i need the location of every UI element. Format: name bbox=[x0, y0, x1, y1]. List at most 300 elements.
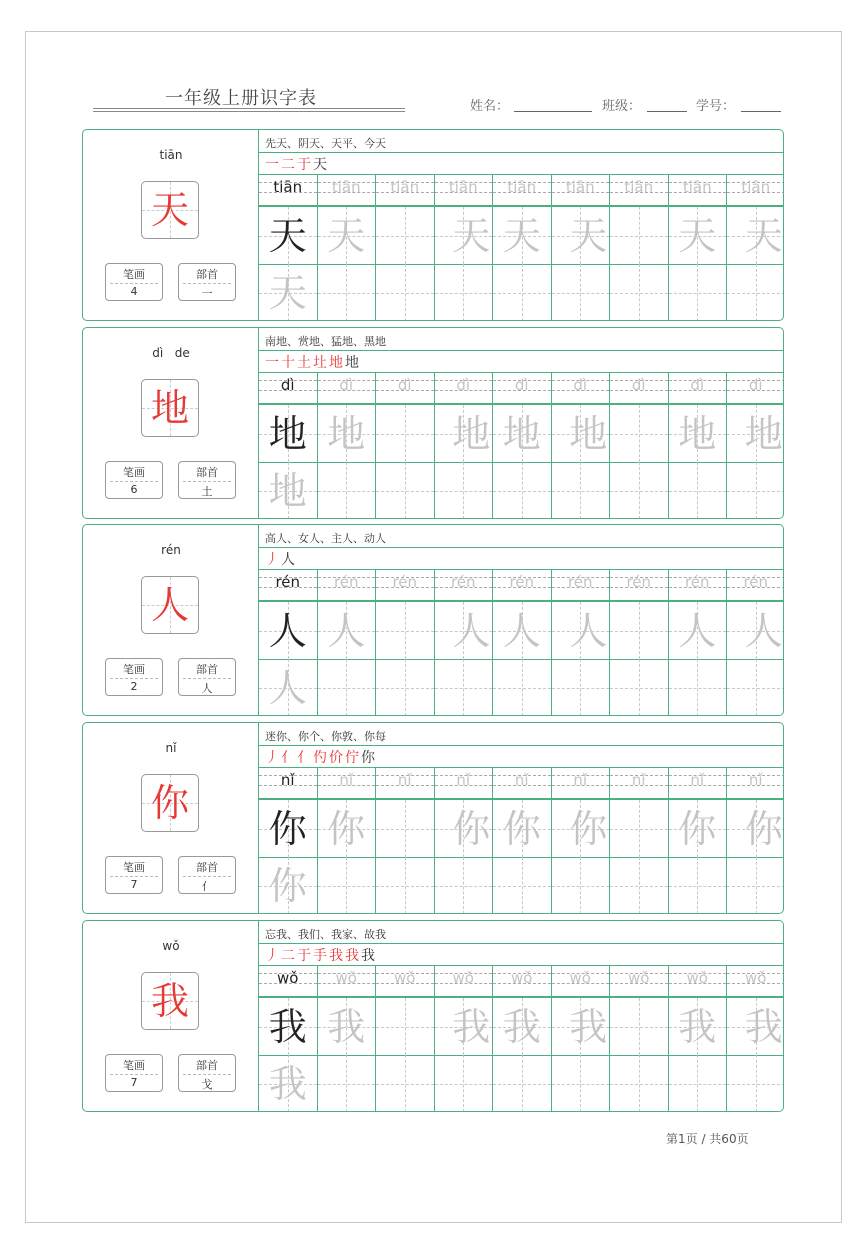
pinyin-text: rén bbox=[161, 543, 181, 557]
example-words: 迷你、你个、你敦、你每 bbox=[265, 730, 386, 743]
character-cell[interactable] bbox=[376, 659, 435, 716]
pinyin-cell[interactable] bbox=[669, 373, 728, 403]
character-trace: 天 bbox=[502, 214, 541, 258]
pinyin-cell[interactable] bbox=[435, 373, 494, 403]
character-pinyin bbox=[83, 741, 259, 755]
character-practice-row bbox=[259, 462, 783, 519]
pinyin-practice-row bbox=[259, 570, 783, 600]
character-cell[interactable] bbox=[669, 264, 728, 321]
stroke-step: 丿 bbox=[265, 750, 281, 766]
character-cell[interactable] bbox=[493, 857, 552, 914]
pinyin-cell[interactable] bbox=[318, 175, 377, 205]
pinyin-cell[interactable] bbox=[493, 768, 552, 798]
character-cell[interactable] bbox=[376, 405, 435, 462]
row-divider bbox=[259, 943, 783, 944]
radical-label: 部首 bbox=[196, 663, 218, 676]
character-trace: 我 bbox=[327, 1005, 366, 1049]
character-cell[interactable] bbox=[669, 602, 728, 659]
character-cell[interactable] bbox=[610, 998, 669, 1055]
character-cell[interactable] bbox=[727, 800, 784, 857]
character-display: 天 bbox=[150, 188, 189, 232]
character-info-panel bbox=[83, 723, 259, 913]
stroke-count-value: 7 bbox=[130, 1076, 138, 1089]
character-practice-row bbox=[259, 800, 783, 857]
radical-box bbox=[178, 856, 236, 894]
character-cell[interactable] bbox=[259, 264, 318, 321]
student-number-label: 学号： bbox=[696, 99, 736, 114]
pinyin-cell[interactable] bbox=[669, 966, 728, 996]
pinyin-cell[interactable] bbox=[727, 768, 784, 798]
character-cell[interactable] bbox=[493, 602, 552, 659]
pinyin-trace: wǒ bbox=[569, 969, 591, 987]
character-trace: 天 bbox=[327, 214, 366, 258]
stroke-count-value: 7 bbox=[130, 878, 138, 891]
stroke-step: 圵 bbox=[313, 355, 329, 371]
character-trace: 天 bbox=[268, 271, 307, 315]
pinyin-trace: dì bbox=[339, 376, 354, 394]
stroke-count-value: 4 bbox=[130, 285, 138, 298]
character-cell[interactable] bbox=[259, 1055, 318, 1112]
stroke-count-label: 笔画 bbox=[123, 1059, 145, 1072]
pinyin-cell[interactable] bbox=[727, 373, 784, 403]
character-cell[interactable] bbox=[318, 405, 377, 462]
radical-value: 一 bbox=[201, 287, 213, 300]
character-cell[interactable] bbox=[318, 998, 377, 1055]
worksheet-title: 一年级上册识字表 bbox=[165, 88, 317, 109]
pinyin-trace: nǐ bbox=[456, 771, 471, 789]
pinyin-cell[interactable] bbox=[435, 570, 494, 600]
pinyin-practice-row bbox=[259, 966, 783, 996]
character-cell[interactable] bbox=[610, 1055, 669, 1112]
student-number-field[interactable] bbox=[741, 111, 781, 112]
stroke-count-box bbox=[105, 856, 163, 894]
character-sample: 地 bbox=[268, 412, 307, 456]
character-cell[interactable] bbox=[493, 405, 552, 462]
character-cell[interactable] bbox=[376, 264, 435, 321]
pinyin-cell[interactable] bbox=[318, 373, 377, 403]
stroke-count-label: 笔画 bbox=[123, 268, 145, 281]
character-trace: 人 bbox=[452, 609, 491, 653]
stroke-count-label: 笔画 bbox=[123, 466, 145, 479]
pinyin-trace: tiān bbox=[390, 178, 420, 196]
character-cell[interactable] bbox=[318, 659, 377, 716]
radical-label: 部首 bbox=[196, 861, 218, 874]
stroke-step: 十 bbox=[281, 355, 297, 371]
row-divider bbox=[259, 745, 783, 746]
pinyin-cell[interactable] bbox=[259, 966, 318, 996]
pinyin-trace: tiān bbox=[507, 178, 537, 196]
character-trace: 地 bbox=[744, 412, 783, 456]
pinyin-sample: wǒ bbox=[277, 969, 299, 987]
pinyin-cell[interactable] bbox=[259, 768, 318, 798]
pinyin-cell[interactable] bbox=[493, 373, 552, 403]
character-practice-row bbox=[259, 659, 783, 716]
character-cell[interactable] bbox=[376, 207, 435, 264]
character-display-box bbox=[141, 181, 199, 239]
character-cell[interactable] bbox=[318, 857, 377, 914]
character-cell[interactable] bbox=[318, 264, 377, 321]
character-cell[interactable] bbox=[435, 800, 494, 857]
stroke-count-value: 6 bbox=[130, 483, 138, 496]
pinyin-cell[interactable] bbox=[493, 175, 552, 205]
pinyin-trace: wǒ bbox=[511, 969, 533, 987]
radical-value: 亻 bbox=[201, 880, 213, 893]
character-cell[interactable] bbox=[376, 800, 435, 857]
character-pinyin bbox=[83, 148, 259, 162]
pinyin-cell[interactable] bbox=[552, 768, 611, 798]
character-cell[interactable] bbox=[318, 207, 377, 264]
character-trace: 我 bbox=[452, 1005, 491, 1049]
character-trace: 天 bbox=[678, 214, 717, 258]
row-divider bbox=[259, 152, 783, 153]
pinyin-sample: rén bbox=[275, 573, 301, 591]
radical-label: 部首 bbox=[196, 466, 218, 479]
pinyin-cell[interactable] bbox=[727, 570, 784, 600]
example-words: 先天、阴天、天平、今天 bbox=[265, 137, 386, 150]
character-cell[interactable] bbox=[376, 857, 435, 914]
character-cell[interactable] bbox=[318, 800, 377, 857]
character-cell[interactable] bbox=[259, 462, 318, 519]
pinyin-cell[interactable] bbox=[669, 768, 728, 798]
pinyin-cell[interactable] bbox=[376, 768, 435, 798]
pinyin-cell[interactable] bbox=[669, 570, 728, 600]
character-cell[interactable] bbox=[610, 857, 669, 914]
character-cell[interactable] bbox=[552, 1055, 611, 1112]
radical-box bbox=[178, 263, 236, 301]
character-cell[interactable] bbox=[318, 462, 377, 519]
pinyin-cell[interactable] bbox=[669, 175, 728, 205]
practice-panel bbox=[259, 328, 783, 518]
character-cell[interactable] bbox=[259, 602, 318, 659]
character-cell[interactable] bbox=[727, 998, 784, 1055]
pinyin-practice-row bbox=[259, 768, 783, 798]
character-cell[interactable] bbox=[376, 1055, 435, 1112]
character-cell[interactable] bbox=[552, 602, 611, 659]
character-cell[interactable] bbox=[435, 207, 494, 264]
pinyin-trace: nǐ bbox=[514, 771, 529, 789]
character-cell[interactable] bbox=[727, 1055, 784, 1112]
pinyin-alt-text: de bbox=[174, 346, 190, 360]
character-practice-row bbox=[259, 857, 783, 914]
character-cell[interactable] bbox=[493, 207, 552, 264]
pinyin-cell[interactable] bbox=[493, 570, 552, 600]
pinyin-cell[interactable] bbox=[610, 966, 669, 996]
radical-value: 戈 bbox=[201, 1078, 213, 1091]
pinyin-cell[interactable] bbox=[435, 966, 494, 996]
character-cell[interactable] bbox=[376, 998, 435, 1055]
character-cell[interactable] bbox=[727, 264, 784, 321]
character-cell[interactable] bbox=[552, 800, 611, 857]
character-cell[interactable] bbox=[610, 405, 669, 462]
pinyin-trace: wǒ bbox=[452, 969, 474, 987]
pinyin-trace: nǐ bbox=[748, 771, 763, 789]
character-trace: 我 bbox=[569, 1005, 608, 1049]
character-trace: 地 bbox=[452, 412, 491, 456]
character-cell[interactable] bbox=[552, 659, 611, 716]
character-cell[interactable] bbox=[552, 462, 611, 519]
character-cell[interactable] bbox=[435, 264, 494, 321]
character-cell[interactable] bbox=[669, 800, 728, 857]
character-sample: 你 bbox=[268, 807, 307, 851]
character-trace: 我 bbox=[502, 1005, 541, 1049]
character-sample: 我 bbox=[268, 1005, 307, 1049]
character-cell[interactable] bbox=[493, 800, 552, 857]
pinyin-cell[interactable] bbox=[552, 175, 611, 205]
class-field[interactable] bbox=[647, 111, 687, 112]
pinyin-trace: nǐ bbox=[690, 771, 705, 789]
character-practice-row bbox=[259, 264, 783, 321]
character-cell[interactable] bbox=[376, 602, 435, 659]
character-cell[interactable] bbox=[435, 405, 494, 462]
character-trace: 你 bbox=[569, 807, 608, 851]
character-pinyin bbox=[83, 346, 259, 360]
stroke-step: 丿 bbox=[265, 948, 281, 964]
character-trace: 地 bbox=[569, 412, 608, 456]
pinyin-cell[interactable] bbox=[610, 175, 669, 205]
pinyin-cell[interactable] bbox=[318, 768, 377, 798]
stroke-step: 仢 bbox=[313, 750, 329, 766]
character-cell[interactable] bbox=[259, 659, 318, 716]
pinyin-text: nǐ bbox=[165, 741, 177, 755]
pinyin-trace: tiān bbox=[331, 178, 361, 196]
character-cell[interactable] bbox=[435, 1055, 494, 1112]
character-trace: 你 bbox=[268, 864, 307, 908]
character-cell[interactable] bbox=[435, 462, 494, 519]
radical-value: 土 bbox=[201, 485, 213, 498]
pinyin-trace: dì bbox=[397, 376, 412, 394]
character-cell[interactable] bbox=[552, 264, 611, 321]
character-card bbox=[82, 129, 784, 321]
character-cell[interactable] bbox=[669, 998, 728, 1055]
character-trace: 地 bbox=[327, 412, 366, 456]
example-words: 高人、女人、主人、动人 bbox=[265, 532, 386, 545]
character-cell[interactable] bbox=[318, 1055, 377, 1112]
stroke-step: 一 bbox=[265, 157, 281, 173]
pinyin-cell[interactable] bbox=[435, 768, 494, 798]
character-cell[interactable] bbox=[493, 659, 552, 716]
stroke-step: 天 bbox=[313, 157, 329, 173]
character-cell[interactable] bbox=[552, 857, 611, 914]
character-cell[interactable] bbox=[259, 800, 318, 857]
stroke-step: 你 bbox=[361, 750, 377, 766]
pinyin-cell[interactable] bbox=[493, 966, 552, 996]
stroke-order bbox=[265, 352, 361, 372]
pinyin-trace: dì bbox=[690, 376, 705, 394]
character-cell[interactable] bbox=[669, 1055, 728, 1112]
example-words: 忘我、我们、我家、故我 bbox=[265, 928, 386, 941]
character-display-box bbox=[141, 972, 199, 1030]
character-cell[interactable] bbox=[435, 602, 494, 659]
stroke-step: 我 bbox=[361, 948, 377, 964]
character-card bbox=[82, 920, 784, 1112]
character-practice-row bbox=[259, 207, 783, 264]
character-cell[interactable] bbox=[493, 462, 552, 519]
character-cell[interactable] bbox=[610, 462, 669, 519]
practice-panel bbox=[259, 130, 783, 320]
character-trace: 我 bbox=[268, 1062, 307, 1106]
pinyin-cell[interactable] bbox=[318, 966, 377, 996]
character-cell[interactable] bbox=[493, 998, 552, 1055]
pinyin-cell[interactable] bbox=[727, 966, 784, 996]
character-cell[interactable] bbox=[435, 998, 494, 1055]
character-trace: 地 bbox=[268, 469, 307, 513]
character-trace: 人 bbox=[744, 609, 783, 653]
character-cell[interactable] bbox=[552, 998, 611, 1055]
character-cell[interactable] bbox=[727, 462, 784, 519]
row-divider bbox=[259, 350, 783, 351]
stroke-step: 亻 bbox=[297, 750, 313, 766]
character-cell[interactable] bbox=[669, 207, 728, 264]
pinyin-cell[interactable] bbox=[376, 966, 435, 996]
character-cell[interactable] bbox=[259, 857, 318, 914]
character-practice-row bbox=[259, 1055, 783, 1112]
stroke-step: 亻 bbox=[281, 750, 297, 766]
stroke-step: 于 bbox=[297, 948, 313, 964]
pinyin-trace: tiān bbox=[741, 178, 771, 196]
character-cell[interactable] bbox=[727, 602, 784, 659]
character-info-panel bbox=[83, 921, 259, 1111]
character-trace: 你 bbox=[744, 807, 783, 851]
pinyin-trace: rén bbox=[567, 573, 593, 591]
stroke-step: 价 bbox=[329, 750, 345, 766]
character-cell[interactable] bbox=[435, 857, 494, 914]
pinyin-cell[interactable] bbox=[435, 175, 494, 205]
pinyin-cell[interactable] bbox=[376, 175, 435, 205]
character-cell[interactable] bbox=[259, 207, 318, 264]
character-card bbox=[82, 327, 784, 519]
pinyin-cell[interactable] bbox=[376, 373, 435, 403]
pinyin-trace: dì bbox=[456, 376, 471, 394]
character-cell[interactable] bbox=[435, 659, 494, 716]
character-display-box bbox=[141, 774, 199, 832]
stroke-step: 地 bbox=[329, 355, 345, 371]
stroke-count-value: 2 bbox=[130, 680, 138, 693]
character-cell[interactable] bbox=[376, 462, 435, 519]
title-underline-double bbox=[93, 111, 405, 112]
character-trace: 天 bbox=[744, 214, 783, 258]
pinyin-sample: dì bbox=[280, 376, 295, 394]
radical-box bbox=[178, 461, 236, 499]
character-cell[interactable] bbox=[259, 405, 318, 462]
character-cell[interactable] bbox=[669, 857, 728, 914]
character-cell[interactable] bbox=[669, 659, 728, 716]
character-cell[interactable] bbox=[727, 659, 784, 716]
stroke-step: 于 bbox=[297, 157, 313, 173]
pinyin-cell[interactable] bbox=[259, 373, 318, 403]
pinyin-trace: nǐ bbox=[397, 771, 412, 789]
character-cell[interactable] bbox=[493, 1055, 552, 1112]
pinyin-cell[interactable] bbox=[552, 373, 611, 403]
character-sample: 天 bbox=[268, 214, 307, 258]
character-trace: 你 bbox=[327, 807, 366, 851]
character-cell[interactable] bbox=[610, 207, 669, 264]
pinyin-cell[interactable] bbox=[259, 175, 318, 205]
character-trace: 人 bbox=[678, 609, 717, 653]
pinyin-trace: dì bbox=[631, 376, 646, 394]
character-cell[interactable] bbox=[610, 800, 669, 857]
character-display-box bbox=[141, 576, 199, 634]
pinyin-cell[interactable] bbox=[610, 570, 669, 600]
name-field[interactable] bbox=[514, 111, 592, 112]
character-cell[interactable] bbox=[610, 602, 669, 659]
pinyin-trace: rén bbox=[392, 573, 418, 591]
pinyin-cell[interactable] bbox=[727, 175, 784, 205]
character-practice-row bbox=[259, 998, 783, 1055]
stroke-step: 地 bbox=[345, 355, 361, 371]
character-cell[interactable] bbox=[318, 602, 377, 659]
pinyin-cell[interactable] bbox=[259, 570, 318, 600]
stroke-order bbox=[265, 747, 377, 767]
character-cell[interactable] bbox=[669, 462, 728, 519]
character-display: 你 bbox=[150, 781, 189, 825]
radical-value: 人 bbox=[201, 682, 213, 695]
character-trace: 你 bbox=[678, 807, 717, 851]
character-cell[interactable] bbox=[610, 264, 669, 321]
pinyin-text: tiān bbox=[159, 148, 183, 162]
stroke-order bbox=[265, 549, 297, 569]
radical-label: 部首 bbox=[196, 1059, 218, 1072]
character-info-panel bbox=[83, 130, 259, 320]
character-cell[interactable] bbox=[552, 207, 611, 264]
character-cell[interactable] bbox=[610, 659, 669, 716]
stroke-order bbox=[265, 154, 329, 174]
character-trace: 我 bbox=[678, 1005, 717, 1049]
stroke-step: 一 bbox=[265, 355, 281, 371]
character-cell[interactable] bbox=[259, 998, 318, 1055]
character-sample: 人 bbox=[268, 609, 307, 653]
character-pinyin bbox=[83, 543, 259, 557]
pinyin-cell[interactable] bbox=[376, 570, 435, 600]
pinyin-trace: rén bbox=[626, 573, 652, 591]
character-card bbox=[82, 524, 784, 716]
character-cell[interactable] bbox=[552, 405, 611, 462]
pinyin-cell[interactable] bbox=[610, 768, 669, 798]
character-cell[interactable] bbox=[727, 405, 784, 462]
character-trace: 我 bbox=[744, 1005, 783, 1049]
character-cell[interactable] bbox=[669, 405, 728, 462]
stroke-count-box bbox=[105, 461, 163, 499]
pinyin-trace: tiān bbox=[682, 178, 712, 196]
stroke-count-label: 笔画 bbox=[123, 663, 145, 676]
character-pinyin bbox=[83, 939, 259, 953]
pinyin-trace: wǒ bbox=[686, 969, 708, 987]
stroke-step: 人 bbox=[281, 552, 297, 568]
character-display-box bbox=[141, 379, 199, 437]
character-info-panel bbox=[83, 525, 259, 715]
pinyin-trace: tiān bbox=[565, 178, 595, 196]
character-cell[interactable] bbox=[493, 264, 552, 321]
pinyin-cell[interactable] bbox=[610, 373, 669, 403]
character-trace: 天 bbox=[569, 214, 608, 258]
stroke-step: 二 bbox=[281, 948, 297, 964]
pinyin-trace: dì bbox=[514, 376, 529, 394]
pinyin-cell[interactable] bbox=[552, 570, 611, 600]
pinyin-trace: rén bbox=[684, 573, 710, 591]
character-display: 人 bbox=[150, 583, 189, 627]
page-indicator: 第1页 / 共60页 bbox=[666, 1132, 749, 1146]
pinyin-trace: wǒ bbox=[335, 969, 357, 987]
character-cell[interactable] bbox=[727, 857, 784, 914]
pinyin-trace: wǒ bbox=[394, 969, 416, 987]
character-trace: 你 bbox=[452, 807, 491, 851]
pinyin-trace: rén bbox=[450, 573, 476, 591]
pinyin-cell[interactable] bbox=[318, 570, 377, 600]
character-cell[interactable] bbox=[727, 207, 784, 264]
pinyin-practice-row bbox=[259, 373, 783, 403]
pinyin-sample: tiān bbox=[273, 178, 303, 196]
pinyin-trace: nǐ bbox=[631, 771, 646, 789]
pinyin-cell[interactable] bbox=[552, 966, 611, 996]
